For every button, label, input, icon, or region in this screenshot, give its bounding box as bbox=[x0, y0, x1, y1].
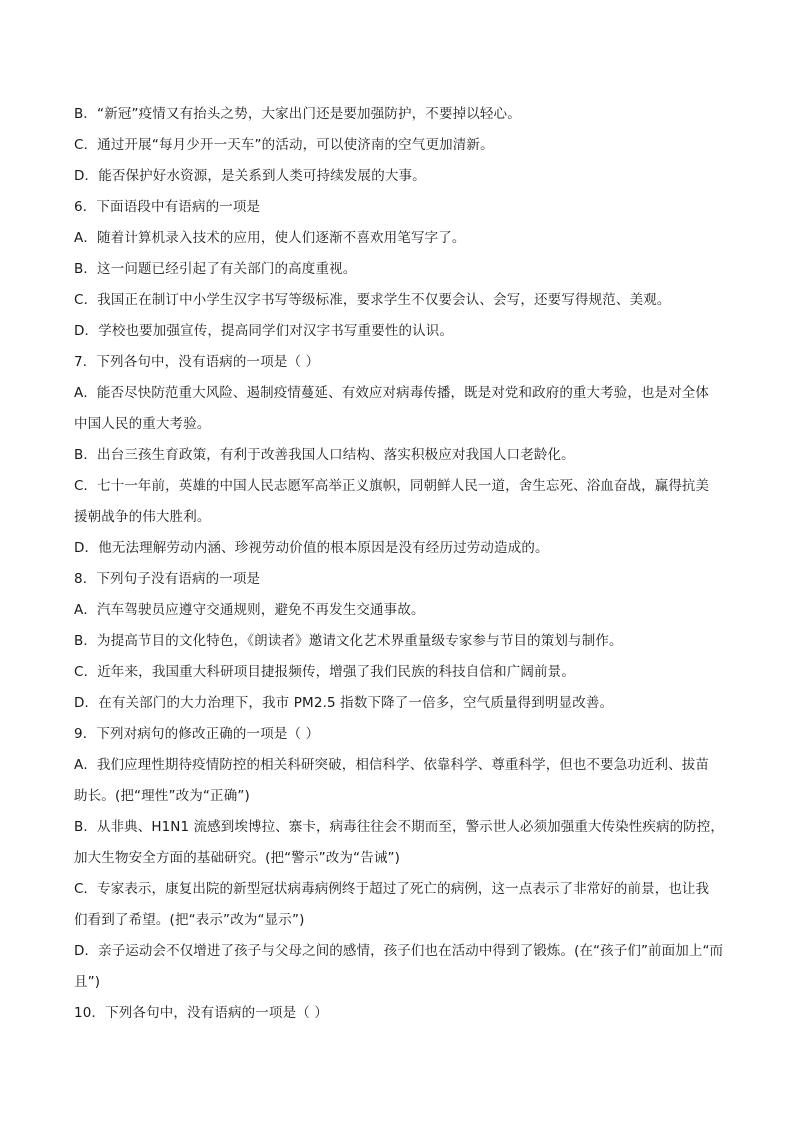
question-9-stem: 9．下列对病句的修改正确的一项是（ ） bbox=[74, 726, 320, 742]
question-6-stem: 6．下面语段中有语病的一项是 bbox=[74, 199, 261, 215]
text-line: 们看到了希望。(把“表示”改为“显示”) bbox=[74, 912, 305, 928]
text-line: A．随着计算机录入技术的应用，使人们逐渐不喜欢用笔写字了。 bbox=[74, 230, 466, 246]
text-line: D．亲子运动会不仅增进了孩子与父母之间的感情，孩子们也在活动中得到了锻炼。(在“孩子们”前面加上“而 bbox=[74, 943, 724, 959]
text-line: B．为提高节目的文化特色，《朗读者》邀请文化艺术界重量级专家参与节目的策划与制作。 bbox=[74, 633, 623, 649]
text-line: A．我们应理性期待疫情防控的相关科研突破，相信科学、依靠科学、尊重科学，但也不要急功近利、拔苗 bbox=[74, 757, 709, 773]
text-line: 加大生物安全方面的基础研究。(把“警示”改为“告诫”) bbox=[74, 850, 401, 866]
text-line: C．我国正在制订中小学生汉字书写等级标准，要求学生不仅要会认、会写，还要写得规范、美观。 bbox=[74, 292, 671, 308]
text-line: C．七十一年前，英雄的中国人民志愿军高举正义旗帜，同朝鲜人民一道，舍生忘死、浴血奋战，赢得抗美 bbox=[74, 478, 710, 494]
question-10-stem: 10．下列各句中，没有语病的一项是（ ） bbox=[74, 1005, 328, 1021]
text-line: C．通过开展“每月少开一天车”的活动，可以使济南的空气更加清新。 bbox=[74, 137, 494, 153]
text-line: 且”) bbox=[74, 974, 101, 990]
text-line: C．近年来，我国重大科研项目捷报频传，增强了我们民族的科技自信和广阔前景。 bbox=[74, 664, 575, 680]
text-line: A．汽车驾驶员应遵守交通规则，避免不再发生交通事故。 bbox=[74, 602, 425, 618]
question-8-stem: 8．下列句子没有语病的一项是 bbox=[74, 571, 261, 587]
text-line: 援朝战争的伟大胜利。 bbox=[74, 509, 211, 525]
text-line: D．能否保护好水资源，是关系到人类可持续发展的大事。 bbox=[74, 168, 426, 184]
text-line: B．这一问题已经引起了有关部门的高度重视。 bbox=[74, 261, 357, 277]
question-7-stem: 7．下列各句中，没有语病的一项是（ ） bbox=[74, 354, 320, 370]
text-line: 中国人民的重大考验。 bbox=[74, 416, 211, 432]
text-line: B．“新冠”疫情又有抬头之势，大家出门还是要加强防护，不要掉以轻心。 bbox=[74, 106, 521, 122]
text-line: B．从非典、H1N1 流感到埃博拉、寨卡，病毒往往会不期而至，警示世人必须加强重大传染性疾病的防控， bbox=[74, 819, 724, 835]
text-line: B．出台三孩生育政策，有利于改善我国人口结构、落实积极应对我国人口老龄化。 bbox=[74, 447, 575, 463]
text-line: A．能否尽快防范重大风险、遏制疫情蔓延、有效应对病毒传播，既是对党和政府的重大考验，也是对全体 bbox=[74, 385, 709, 401]
text-line: C．专家表示，康复出院的新型冠状病毒病例终于超过了死亡的病例，这一点表示了非常好的前景，也让我 bbox=[74, 881, 710, 897]
text-line: D．在有关部门的大力治理下，我市 PM2.5 指数下降了一倍多，空气质量得到明显改善。 bbox=[74, 695, 614, 711]
text-line: 助长。(把“理性”改为“正确”) bbox=[74, 788, 250, 804]
text-line: D．他无法理解劳动内涵、珍视劳动价值的根本原因是没有经历过劳动造成的。 bbox=[74, 540, 549, 556]
document-body bbox=[74, 99, 734, 1029]
text-line: D．学校也要加强宣传，提高同学们对汉字书写重要性的认识。 bbox=[74, 323, 454, 339]
